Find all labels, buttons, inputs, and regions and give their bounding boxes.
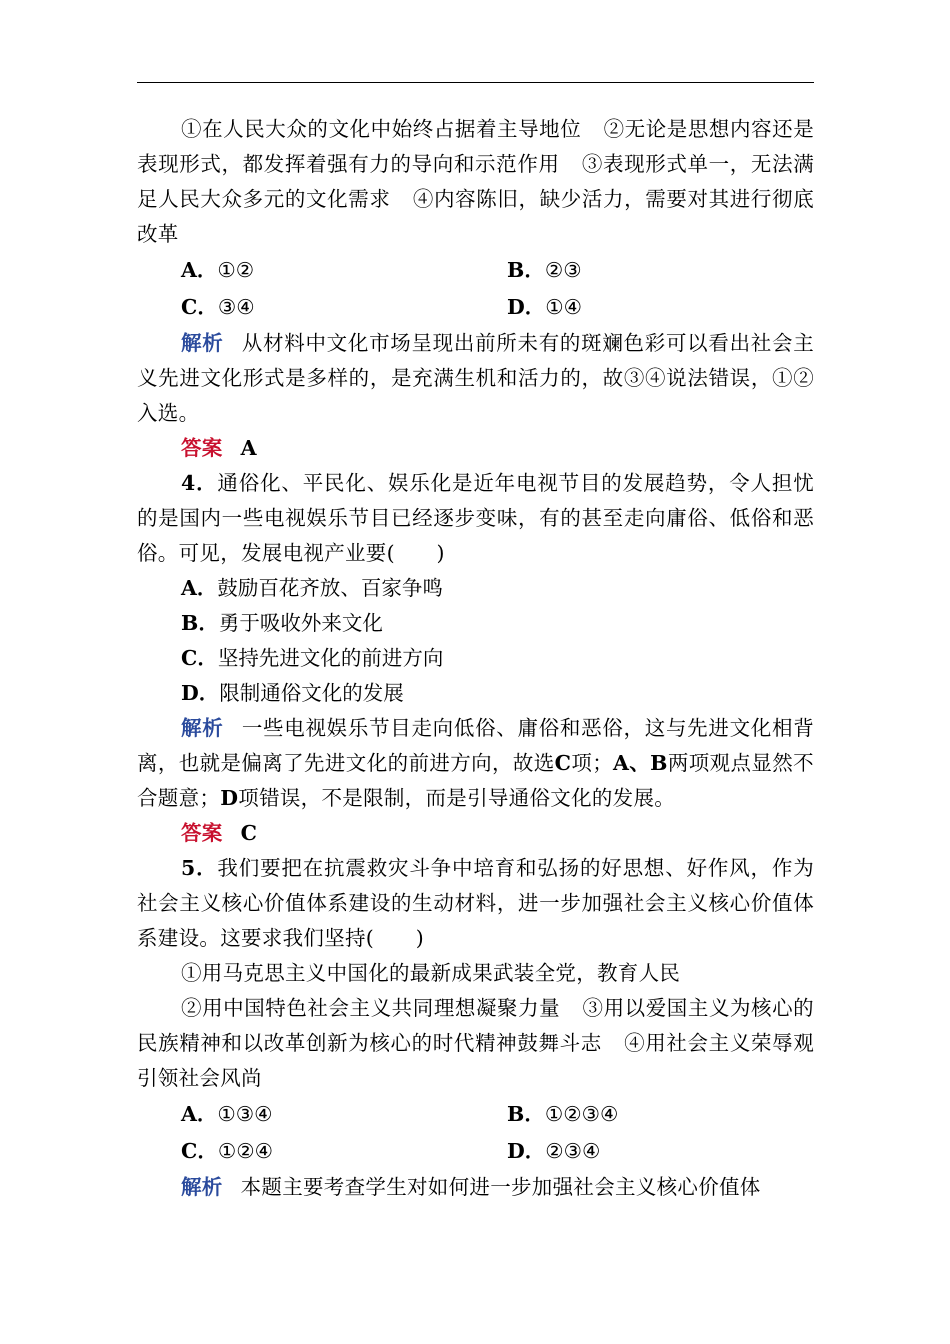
q5-statement-1: ①用马克思主义中国化的最新成果武装全党，教育人民: [181, 961, 681, 985]
q4-stem-text: 通俗化、平民化、娱乐化是近年电视节目的发展趋势，令人担忧的是国内一些电视娱乐节目已经逐步变味，有的甚至走向庸俗、低俗和恶俗。可见，发展电视产业要( ): [137, 471, 814, 565]
q3-options-row-1: [137, 252, 814, 289]
q5-analysis: [137, 1170, 814, 1205]
q4-analysis: 解析 一些电视娱乐节目走向低俗、庸俗和恶俗，这与先进文化相背离，也就是偏离了先进文化的前进方向，故选C项；A、B两项观点显然不合题意；D项错误，不是限制，而是引导通俗文化的发展。: [137, 716, 814, 810]
q5-statements-2-4: ②用中国特色社会主义共同理想凝聚力量 ③用以爱国主义为核心的民族精神和以改革创新为核心的时代精神鼓舞斗志 ④用社会主义荣辱观引领社会风尚: [137, 996, 815, 1090]
q3-answer: [137, 431, 814, 466]
q5-analysis-text: 本题主要考查学生对如何进一步加强社会主义核心价值体: [240, 1175, 761, 1199]
q4-option-c[interactable]: C．坚持先进文化的前进方向: [181, 646, 444, 670]
q3-statements: [137, 112, 814, 252]
q5-option-c[interactable]: C．①②④: [181, 1139, 273, 1163]
q5-option-d[interactable]: D．②③④: [507, 1139, 601, 1163]
q4-option-d[interactable]: D．限制通俗文化的发展: [181, 681, 404, 705]
q3-option-a[interactable]: A．①②: [181, 258, 255, 282]
answer-tag: 答案: [181, 821, 223, 845]
q3-answer-value: A: [240, 436, 257, 460]
q3-stem-3: ③表现形式单一，无法满足人民大众多元的文化需求: [137, 152, 814, 211]
answer-tag: 答案: [181, 436, 223, 460]
q3-option-b[interactable]: B．②③: [507, 258, 582, 282]
q5-option-a[interactable]: A．①③④: [181, 1102, 273, 1126]
q3-option-d[interactable]: D．①④: [507, 295, 583, 319]
q4-answer: [137, 816, 814, 851]
analysis-tag: 解析: [181, 331, 224, 355]
q5-stem-text: 我们要把在抗震救灾斗争中培育和弘扬的好思想、好作风，作为社会主义核心价值体系建设的生动材料，进一步加强社会主义核心价值体系建设。这要求我们坚持( ): [137, 856, 814, 950]
q3-stem-1: ①在人民大众的文化中始终占据着主导地位: [181, 117, 582, 141]
q3-option-c[interactable]: C．③④: [181, 295, 255, 319]
q3-analysis-text: 从材料中文化市场呈现出前所未有的斑斓色彩可以看出社会主义先进文化形式是多样的，是充满生机和活力的，故③④说法错误，①②入选。: [137, 331, 814, 425]
q4-number: 4．: [181, 471, 218, 495]
q3-stem-2: ②无论是思想内容还是表现形式，都发挥着强有力的导向和示范作用: [137, 117, 815, 176]
q5-number: 5．: [181, 856, 218, 880]
q3-analysis: [137, 326, 814, 431]
document-body: [137, 112, 814, 1205]
q5-options-row-1: [137, 1096, 814, 1133]
q4-stem: [137, 466, 814, 571]
header-rule: [137, 82, 814, 83]
q4-option-a[interactable]: A．鼓励百花齐放、百家争鸣: [181, 576, 443, 600]
q5-stem: [137, 851, 814, 956]
q3-stem-4: ④内容陈旧，缺少活力，需要对其进行彻底改革: [137, 187, 814, 246]
analysis-tag: 解析: [181, 1175, 223, 1199]
q4-option-b[interactable]: B．勇于吸收外来文化: [181, 611, 383, 635]
q5-options-row-2: [137, 1133, 814, 1170]
q3-options-row-2: [137, 289, 814, 326]
q5-option-b[interactable]: B．①②③④: [507, 1102, 619, 1126]
q4-answer-value: C: [240, 821, 258, 845]
analysis-tag: 解析: [181, 716, 224, 740]
